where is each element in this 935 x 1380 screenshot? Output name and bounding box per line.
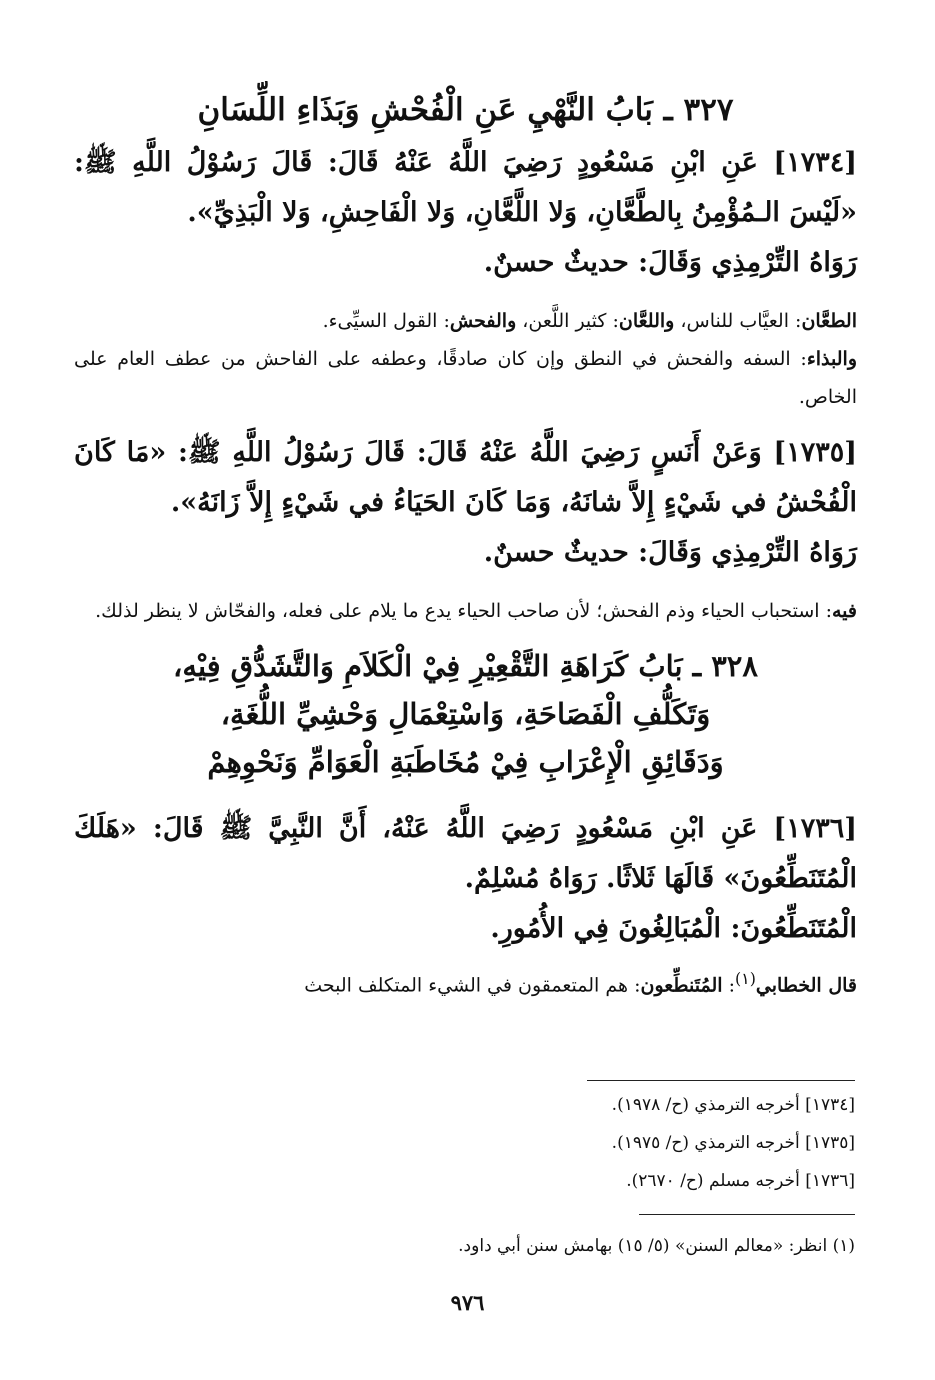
footnote-divider-top [587, 1080, 855, 1081]
hadith-1735 [74, 428, 857, 578]
hadith-1735-text: [١٧٣٥] وَعَنْ أَنَسٍ رَضِيَ اللَّهُ عَنْهُ قَالَ: قَالَ رَسُوْلُ اللَّهِ ﷺ: «مَا كَانَ الْفُحْشُ في شَيْءٍ إِلاَّ شانَهُ، وَمَا كَانَ الحَيَاءُ في شَيْءٍ إِلاَّ زَانَهُ». [74, 437, 857, 518]
hadith-1734-text: [١٧٣٤] عَنِ ابْنِ مَسْعُودٍ رَضِيَ اللَّهُ عَنْهُ قَالَ: قَالَ رَسُوْلُ اللَّهِ ﷺ: «لَيْسَ الـمُؤْمِنُ بِالطَّعَّانِ، وَلا اللَّعَّانِ، وَلا الْفَاحِشِ، وَلا الْبَذِيِّ». [74, 147, 857, 228]
chapter-328-line-3: وَدَقَائِقِ الْإِعْرَابِ فِيْ مُخَاطَبَةِ الْعَوَامِّ وَنَحْوِهِمْ [207, 745, 724, 779]
footnote-1: (١) انظر: «معالم السنن» (٥/ ١٥) بهامش سنن أبي داود. [458, 1236, 855, 1256]
term-taan: الطعَّان [801, 310, 857, 332]
footnote-1735: [١٧٣٥] أخرجه الترمذي (ح/ ١٩٧٥). [611, 1133, 855, 1153]
khattabi-term: المُتَنطِّعون [640, 974, 723, 997]
def-fuhsh: : القول السيِّىء. [322, 310, 450, 332]
def-taan: : العيَّاب للناس، [674, 310, 802, 332]
term-fuhsh: والفحش [449, 310, 517, 332]
comment-1735-text: : استحباب الحياء وذم الفحش؛ لأن صاحب الحياء يدع ما يلام على فعله، والفحّاش لا ينظر لذلك. [95, 600, 832, 622]
hadith-1734 [74, 138, 857, 288]
chapter-328-line-1: ٣٢٨ ـ بَابُ كَرَاهَةِ التَّقْعِيْرِ فِيْ الْكَلاَمِ وَالتَّشَدُّقِ فِيْهِ، [173, 649, 758, 683]
footnote-1734: [١٧٣٤] أخرجه الترمذي (ح/ ١٩٧٨). [611, 1095, 855, 1115]
footnote-divider-mid [639, 1214, 855, 1215]
comment-1735 [74, 592, 857, 630]
khattabi-label: قال الخطابي [755, 974, 857, 997]
footnote-1736: [١٧٣٦] أخرجه مسلم (ح/ ٢٦٧٠). [626, 1171, 855, 1191]
khattabi-note [74, 960, 857, 1004]
chapter-328-line-2: وَتَكَلُّفِ الْفَصَاحَةِ، وَاسْتِعْمَالِ وَحْشِيِّ اللُّغَةِ، [220, 697, 711, 731]
page-number: ٩٧٦ [450, 1290, 485, 1315]
footnote-ref-1[interactable]: (١) [734, 969, 756, 988]
def-badhaa: : السفه والفحش في النطق وإن كان صادقًا، وعطفه على الفاحش من عطف العام على الخاص. [74, 348, 857, 408]
hadith-1736 [74, 804, 857, 954]
term-fihi: فيه [831, 600, 857, 622]
hadith-1736-gloss: الْمُتَنَطِّعُونَ: الْمُبَالِغُونَ فِي الأُمُورِ. [490, 913, 857, 944]
khattabi-text: : هم المتعمقون في الشيء المتكلف البحث [304, 974, 641, 997]
def-laan: : كثير اللَّعن، [516, 310, 619, 332]
hadith-1734-source: رَوَاهُ التِّرْمِذِي وَقَالَ: حديثٌ حسنٌ. [483, 247, 857, 278]
chapter-328-title [98, 642, 833, 786]
comment-1734 [74, 302, 857, 416]
hadith-1735-source: رَوَاهُ التِّرْمِذِي وَقَالَ: حديثٌ حسنٌ. [483, 537, 857, 568]
hadith-1736-text: [١٧٣٦] عَنِ ابْنِ مَسْعُودٍ رَضِيَ اللَّهُ عَنْهُ، أَنَّ النَّبِيَّ ﷺ قَالَ: «هَلَكَ الْمُتَنَطِّعُونَ» قَالَهَا ثَلاثًا. رَوَاهُ مُسْلِمٌ. [74, 813, 857, 894]
khattabi-colon: : [722, 974, 735, 997]
footnotes-takhrij [74, 1086, 855, 1200]
term-badhaa: والبذاء [806, 348, 857, 370]
chapter-327-title: ٣٢٧ ـ بَابُ النَّهْيِ عَنِ الْفُحْشِ وَبَذَاءِ اللِّسَانِ [197, 92, 734, 128]
term-laan: واللعَّان [618, 310, 675, 332]
